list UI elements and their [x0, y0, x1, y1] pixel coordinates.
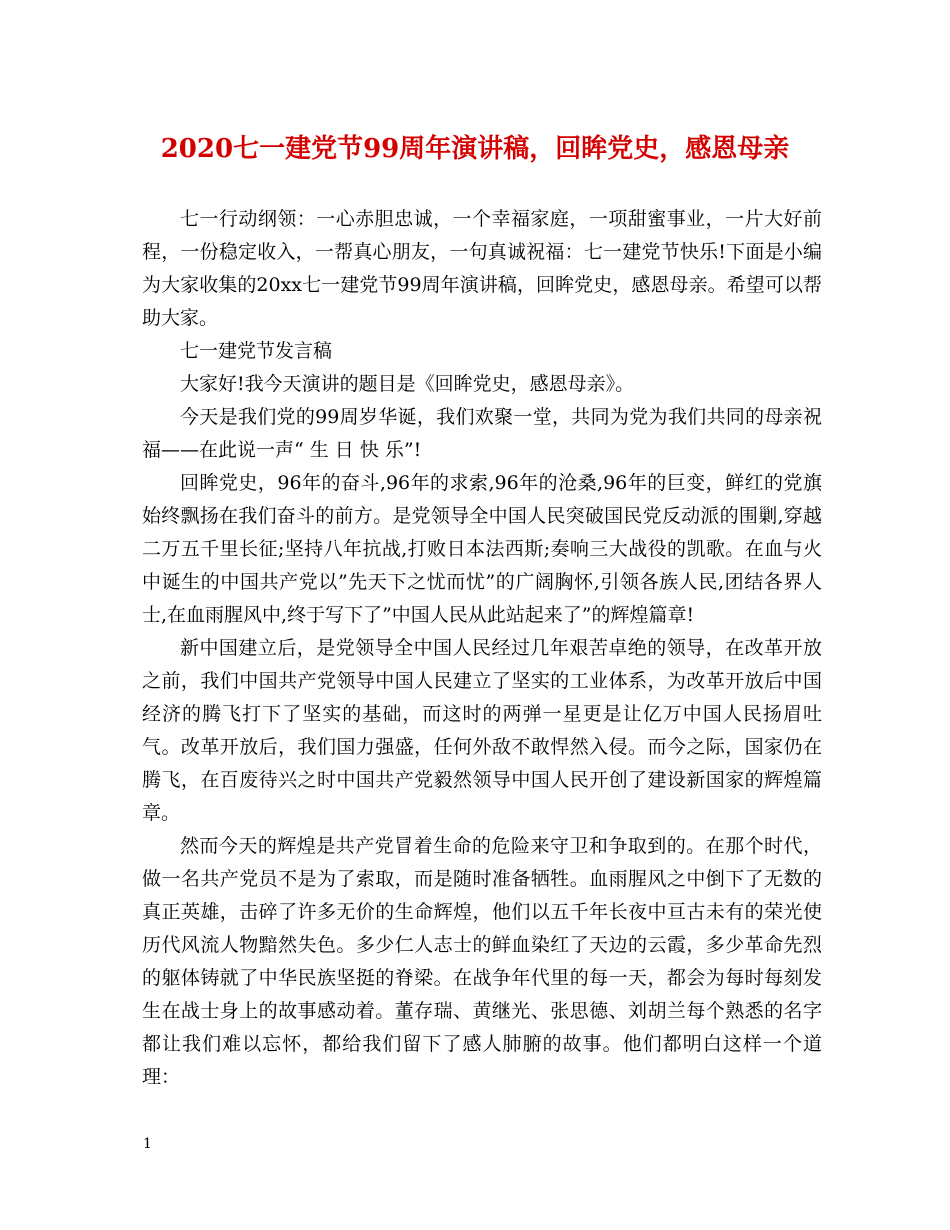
- paragraph-new-china: 新中国建立后，是党领导全中国人民经过几年艰苦卓绝的领导，在改革开放之前，我们中国共产党领导中国人民建立了坚实的工业体系，为改革开放后中国经济的腾飞打下了坚实的基础，而这时的两弹一星更是让亿万中国人民扬眉吐气。改革开放后，我们国力强盛，任何外敌不敢悍然入侵。而今之际，国家仍在腾飞，在百废待兴之时中国共产党毅然领导中国人民开创了建设新国家的辉煌篇章。: [142, 637, 822, 824]
- document-title: 2020七一建党节99周年演讲稿，回眸党史，感恩母亲: [160, 134, 790, 164]
- document-body: [142, 203, 822, 1094]
- paragraph-birthday: 今天是我们党的99周岁华诞，我们欢聚一堂，共同为党为我们共同的母亲祝福——在此说一声“ 生 日 快 乐”!: [142, 406, 822, 461]
- page-number: 1: [143, 1136, 152, 1152]
- paragraph-sacrifice: 然而今天的辉煌是共产党冒着生命的危险来守卫和争取到的。在那个时代，做一名共产党员不是为了索取，而是随时准备牺牲。血雨腥风之中倒下了无数的真正英雄，击碎了许多无价的生命辉煌，他们以五千年长夜中亘古未有的荣光使历代风流人物黯然失色。多少仁人志士的鲜血染红了天边的云霞，多少革命先烈的躯体铸就了中华民族坚挺的脊梁。在战争年代里的每一天，都会为每时每刻发生在战士身上的故事感动着。董存瑞、黄继光、张思德、刘胡兰每个熟悉的名字都让我们难以忘怀，都给我们留下了感人肺腑的故事。他们都明白这样一个道理：: [142, 835, 822, 1088]
- paragraph-greeting: 大家好!我今天演讲的题目是《回眸党史，感恩母亲》。: [180, 373, 635, 395]
- paragraph-intro: 七一行动纲领：一心赤胆忠诚，一个幸福家庭，一项甜蜜事业，一片大好前程，一份稳定收入，一帮真心朋友，一句真诚祝福：七一建党节快乐!下面是小编为大家收集的20xx七一建党节99周年演讲稿，回眸党史，感恩母亲。希望可以帮助大家。: [142, 208, 822, 329]
- paragraph-heading: 七一建党节发言稿: [180, 340, 333, 362]
- paragraph-history: 回眸党史，96年的奋斗,96年的求索,96年的沧桑,96年的巨变，鲜红的党旗始终飘扬在我们奋斗的前方。是党领导全中国人民突破国民党反动派的围剿,穿越二万五千里长征;坚持八年抗战,打败日本法西斯;奏响三大战役的凯歌。在血与火中诞生的中国共产党以”先天下之忧而忧”的广阔胸怀,引领各族人民,团结各界人士,在血雨腥风中,终于写下了”中国人民从此站起来了”的辉煌篇章!: [142, 472, 822, 626]
